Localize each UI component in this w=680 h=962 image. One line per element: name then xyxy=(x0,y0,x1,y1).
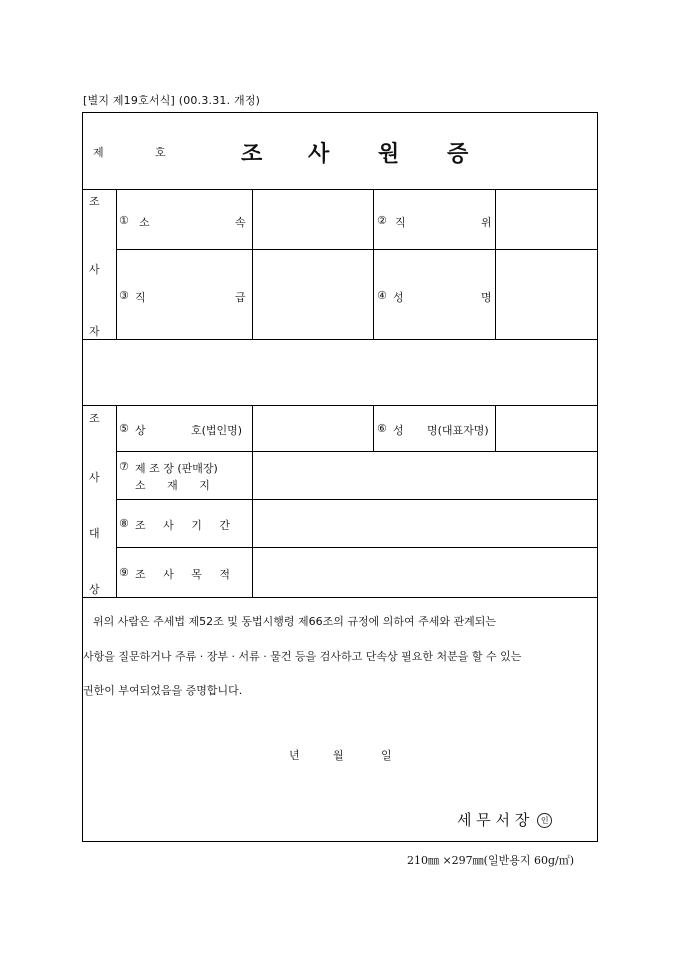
form-frame xyxy=(82,112,598,842)
purpose-label: 조 사 목 적 xyxy=(135,568,230,581)
period-num: ⑧ xyxy=(119,517,129,530)
divider xyxy=(116,451,597,452)
company-num: ⑤ xyxy=(119,422,129,435)
section-label-investigator: 사 xyxy=(89,263,100,276)
divider xyxy=(83,597,597,598)
document-title-char: 증 xyxy=(447,142,469,167)
rep-name-label: 성 xyxy=(393,424,404,437)
rep-name-label: 명(대표자명) xyxy=(427,424,489,437)
grade-label: 급 xyxy=(235,291,246,304)
grade-label: 직 xyxy=(135,291,146,304)
section-label-subject: 대 xyxy=(89,527,100,540)
signer-title xyxy=(457,809,552,830)
factory-label: 제 조 장 (판매장) xyxy=(135,462,218,475)
purpose-num: ⑨ xyxy=(119,566,129,579)
statement-line: 사항을 질문하거나 주류 · 장부 · 서류 · 물건 등을 검사하고 단속상 필요한 처분을 할 수 있는 xyxy=(83,650,522,663)
divider xyxy=(116,249,597,250)
divider xyxy=(83,189,597,190)
document-title-char: 사 xyxy=(308,142,330,167)
period-label: 조 사 기 간 xyxy=(135,519,230,532)
factory-label-location: 소 재 지 xyxy=(135,479,210,492)
seal-icon: 인 xyxy=(537,813,552,828)
affiliation-num: ① xyxy=(119,214,129,227)
divider xyxy=(116,405,117,597)
name-label: 명 xyxy=(481,291,492,304)
name-label: 성 xyxy=(393,291,404,304)
divider xyxy=(373,189,374,339)
rep-name-num: ⑥ xyxy=(377,422,387,435)
grade-num: ③ xyxy=(119,289,129,302)
date-month-label: 월 xyxy=(333,749,344,762)
divider xyxy=(252,405,253,597)
company-label: 상 xyxy=(135,424,146,437)
name-num: ④ xyxy=(377,289,387,302)
section-label-subject: 조 xyxy=(89,412,100,425)
signer-name: 세 무 서 장 xyxy=(457,811,530,829)
divider xyxy=(373,405,374,451)
date-day-label: 일 xyxy=(381,749,392,762)
divider xyxy=(116,189,117,339)
statement-line: 위의 사람은 주세법 제52조 및 동법시행령 제66조의 규정에 의하여 주세와 관계되는 xyxy=(93,615,496,628)
position-label: 직 xyxy=(395,216,406,229)
document-title-char: 조 xyxy=(241,142,263,167)
divider xyxy=(83,405,597,406)
divider xyxy=(252,189,253,339)
paper-spec: 210㎜ ×297㎜(일반용지 60g/㎡) xyxy=(406,854,574,867)
date-year-label: 년 xyxy=(289,749,300,762)
number-label-suffix: 호 xyxy=(155,146,166,159)
position-label: 위 xyxy=(481,216,492,229)
section-label-investigator: 자 xyxy=(89,325,100,338)
company-label: 호(법인명) xyxy=(191,424,243,437)
divider xyxy=(116,547,597,548)
factory-num: ⑦ xyxy=(119,460,129,473)
divider xyxy=(116,499,597,500)
form-reference: [별지 제19호서식] (00.3.31. 개정) xyxy=(83,94,261,107)
section-label-subject: 사 xyxy=(89,471,100,484)
statement-line: 권한이 부여되었음을 증명합니다. xyxy=(83,684,243,697)
document-title-char: 원 xyxy=(378,142,400,167)
affiliation-label: 소 xyxy=(139,216,150,229)
section-label-investigator: 조 xyxy=(89,195,100,208)
section-label-subject: 상 xyxy=(89,583,100,596)
number-label-prefix: 제 xyxy=(93,146,104,159)
position-num: ② xyxy=(377,214,387,227)
divider xyxy=(495,405,496,451)
divider xyxy=(495,189,496,339)
affiliation-label: 속 xyxy=(235,216,246,229)
divider xyxy=(83,339,597,340)
